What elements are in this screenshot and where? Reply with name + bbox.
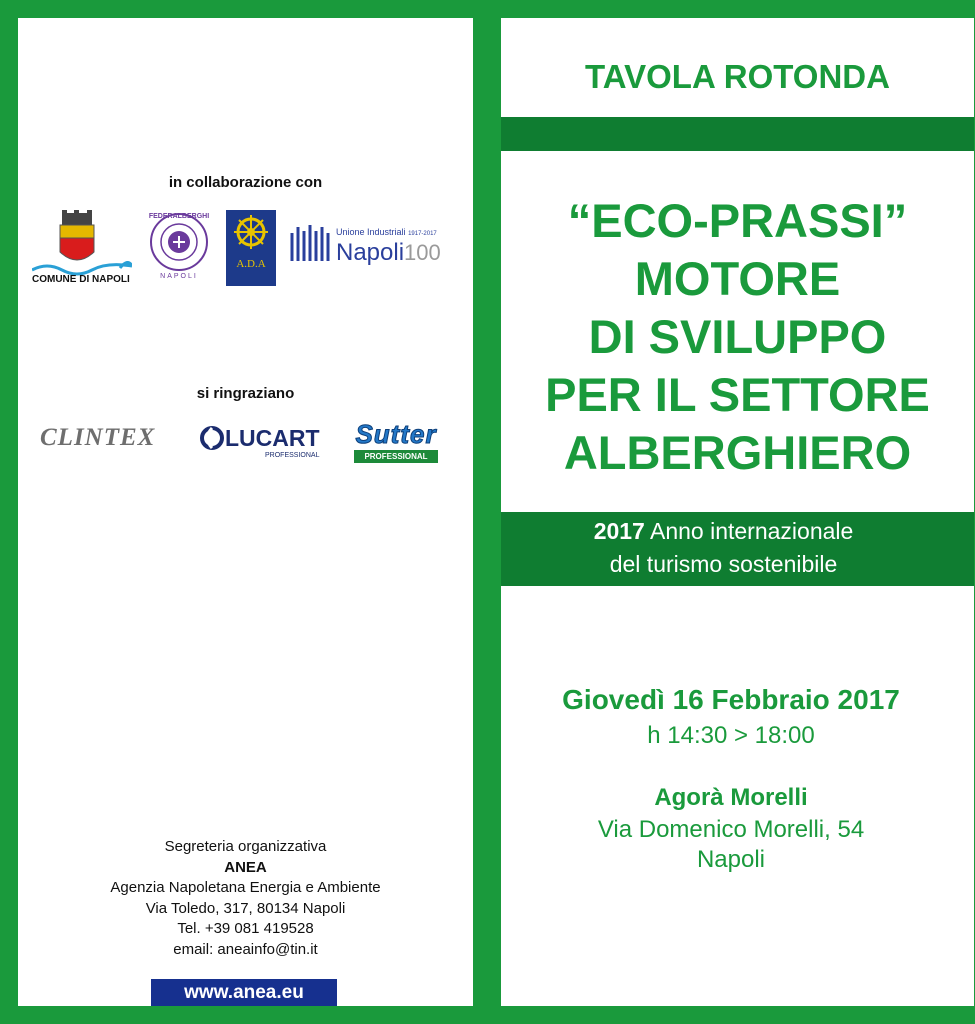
secretariat-label: Segreteria organizzativa [164,838,327,855]
federalberghi-emblem-icon [146,211,212,273]
year-title: Anno internazionale [649,518,854,544]
unione-industriali-emblem-icon [288,223,332,263]
ui-100: 100 [404,240,441,265]
comune-napoli-logo [32,210,132,290]
lucart-sub: PROFESSIONAL [265,452,320,459]
title-line: PER IL SETTORE [545,368,930,421]
comune-napoli-caption: COMUNE DI NAPOLI [32,274,130,285]
title-line: MOTORE [634,252,841,305]
year-line-1 [501,518,960,545]
title-line: ALBERGHIERO [563,426,912,479]
collab-heading: in collaborazione con [168,174,323,191]
org-name: ANEA [224,859,267,876]
lucart-swirl-icon [199,425,225,451]
event-type: TAVOLA ROTONDA [585,58,890,95]
ui-napoli-word: Napoli [336,239,405,266]
sutter-sub: PROFESSIONAL [354,450,438,463]
ui-small-text [336,227,437,237]
venue-address: Via Domenico Morelli, 54 [597,816,865,843]
year-number: 2017 [593,518,645,544]
ui-small-label: Unione Industriali [336,227,406,237]
year-band [501,512,974,586]
venue-name: Agorà Morelli [654,784,808,811]
event-date: Giovedì 16 Febbraio 2017 [562,684,900,715]
lucart-word: LUCART [225,425,320,451]
event-time: h 14:30 > 18:00 [647,722,815,749]
federalberghi-ring-text: FEDERALBERGHI [148,213,210,220]
sutter-logo [352,419,440,465]
federalberghi-logo [146,211,212,283]
ada-logo [226,210,276,286]
sutter-word: Sutter [355,419,437,449]
event-title [501,192,974,482]
right-panel [501,18,974,1006]
lucart-logo [199,423,331,463]
comune-napoli-crest-icon [32,210,132,276]
website-link[interactable]: www.anea.eu [151,979,337,1006]
ada-wheel-icon [226,210,276,258]
venue-city: Napoli [696,846,766,873]
ui-years: 1917-2017 [408,231,437,237]
year-line-2: del turismo sostenibile [609,551,838,577]
unione-industriali-logo [288,223,458,273]
title-line: “ECO-PRASSI” [567,194,908,247]
clintex-logo: CLINTEX [40,424,156,451]
green-band-top [501,117,974,151]
org-phone: Tel. +39 081 419528 [177,920,314,937]
ui-napoli-text [336,239,441,267]
title-line: DI SVILUPPO [588,310,887,363]
org-email[interactable]: email: aneainfo@tin.it [173,941,318,958]
ada-label: A.D.A [236,258,266,270]
org-address: Via Toledo, 317, 80134 Napoli [145,900,346,917]
federalberghi-city-text: NAPOLI [160,273,198,280]
left-panel [18,18,473,1006]
thanks-heading: si ringraziano [196,385,295,402]
org-full-name: Agenzia Napoletana Energia e Ambiente [110,879,381,896]
